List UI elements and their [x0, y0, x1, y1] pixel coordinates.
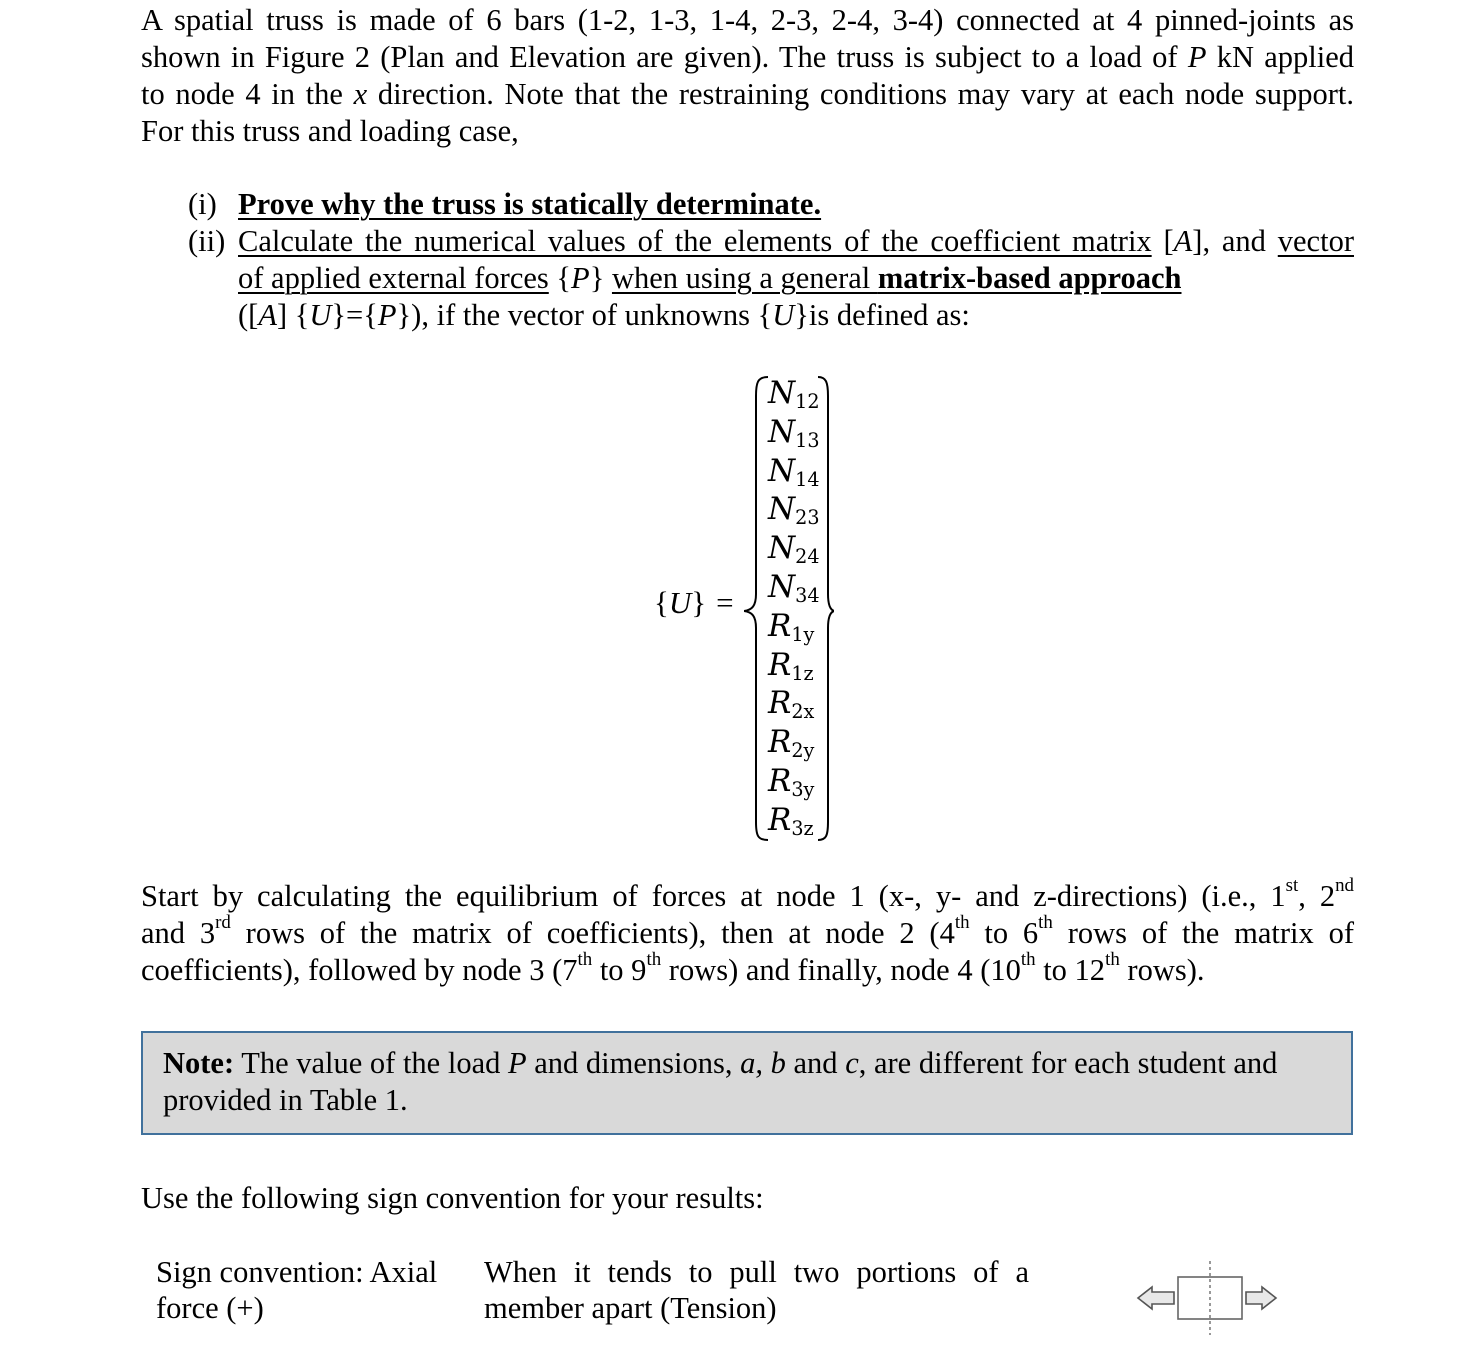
question-ii-line-3: ([A] {U}={P}), if the vector of unknowns {U}is defined as:	[238, 298, 970, 332]
intro-paragraph	[141, 2, 1354, 150]
question-list	[188, 186, 1354, 334]
vector-entry: $R_{3z}$	[768, 801, 814, 840]
question-i-number: (i)	[188, 187, 217, 221]
question-ii-line-2: of applied external forces {P} when using a general matrix-based approach	[238, 261, 1182, 295]
vector-entry: $R_{2x}$	[768, 685, 815, 724]
question-i	[188, 186, 1354, 223]
question-ii-number: (ii)	[188, 224, 226, 258]
vector-entry: $R_{1y}$	[768, 607, 815, 646]
vector-lhs: {U} =	[654, 585, 734, 620]
note-label: Note:	[163, 1046, 235, 1080]
note-box: Note: The value of the load P and dimensions, a, b and c, are different for each student and provided in Table 1.	[141, 1031, 1353, 1135]
question-ii-line-1: Calculate the numerical values of the elements of the coefficient matrix [A], and vector	[238, 224, 1354, 258]
vector-entries	[768, 374, 828, 840]
vector-entry: $N_{12}$	[768, 375, 820, 413]
vector-entry: $N_{14}$	[768, 452, 820, 491]
vector-entry: $N_{34}$	[768, 568, 820, 607]
start-line-2: and 3rd rows of the matrix of coefficients), then at node 2 (4th to 6th rows of the matrix of	[141, 912, 1354, 950]
intro-line-1: A spatial truss is made of 6 bars (1-2, 1-3, 1-4, 2-3, 2-4, 3-4) connected at 4 pinned-joints as	[141, 3, 1354, 37]
question-ii	[188, 223, 1354, 334]
vector-entry: $N_{23}$	[768, 491, 820, 530]
intro-line-3: to node 4 in the x direction. Note that the restraining conditions may vary at each node support.	[141, 77, 1355, 111]
vector-entry: $R_{1z}$	[768, 646, 814, 685]
vector-entry: $R_{2y}$	[768, 724, 815, 762]
start-line-3: coefficients), followed by node 3 (7th to 9th rows) and finally, node 4 (10th to 12th rows).	[141, 949, 1205, 987]
question-i-text: Prove why the truss is statically determinate.	[238, 187, 822, 221]
intro-line-2: shown in Figure 2 (Plan and Elevation are given). The truss is subject to a load of P kN applied	[141, 40, 1354, 74]
sign-convention-intro: Use the following sign convention for your results:	[141, 1181, 764, 1215]
start-line-1: Start by calculating the equilibrium of forces at node 1 (x-, y- and z-directions) (i.e., 1st, 2nd	[141, 875, 1354, 913]
start-paragraph	[141, 875, 1354, 989]
tension-icon	[1132, 1259, 1282, 1337]
sign-convention-label: Sign convention: Axial force (+)	[156, 1255, 438, 1325]
vector-entry: $R_{3y}$	[768, 762, 815, 801]
intro-line-4: For this truss and loading case,	[141, 114, 519, 148]
vector-entry: $N_{24}$	[768, 530, 820, 568]
vector-entry: $N_{13}$	[768, 413, 820, 452]
sign-convention-description: When it tends to pull two portions of a member apart (Tension)	[484, 1255, 1029, 1325]
